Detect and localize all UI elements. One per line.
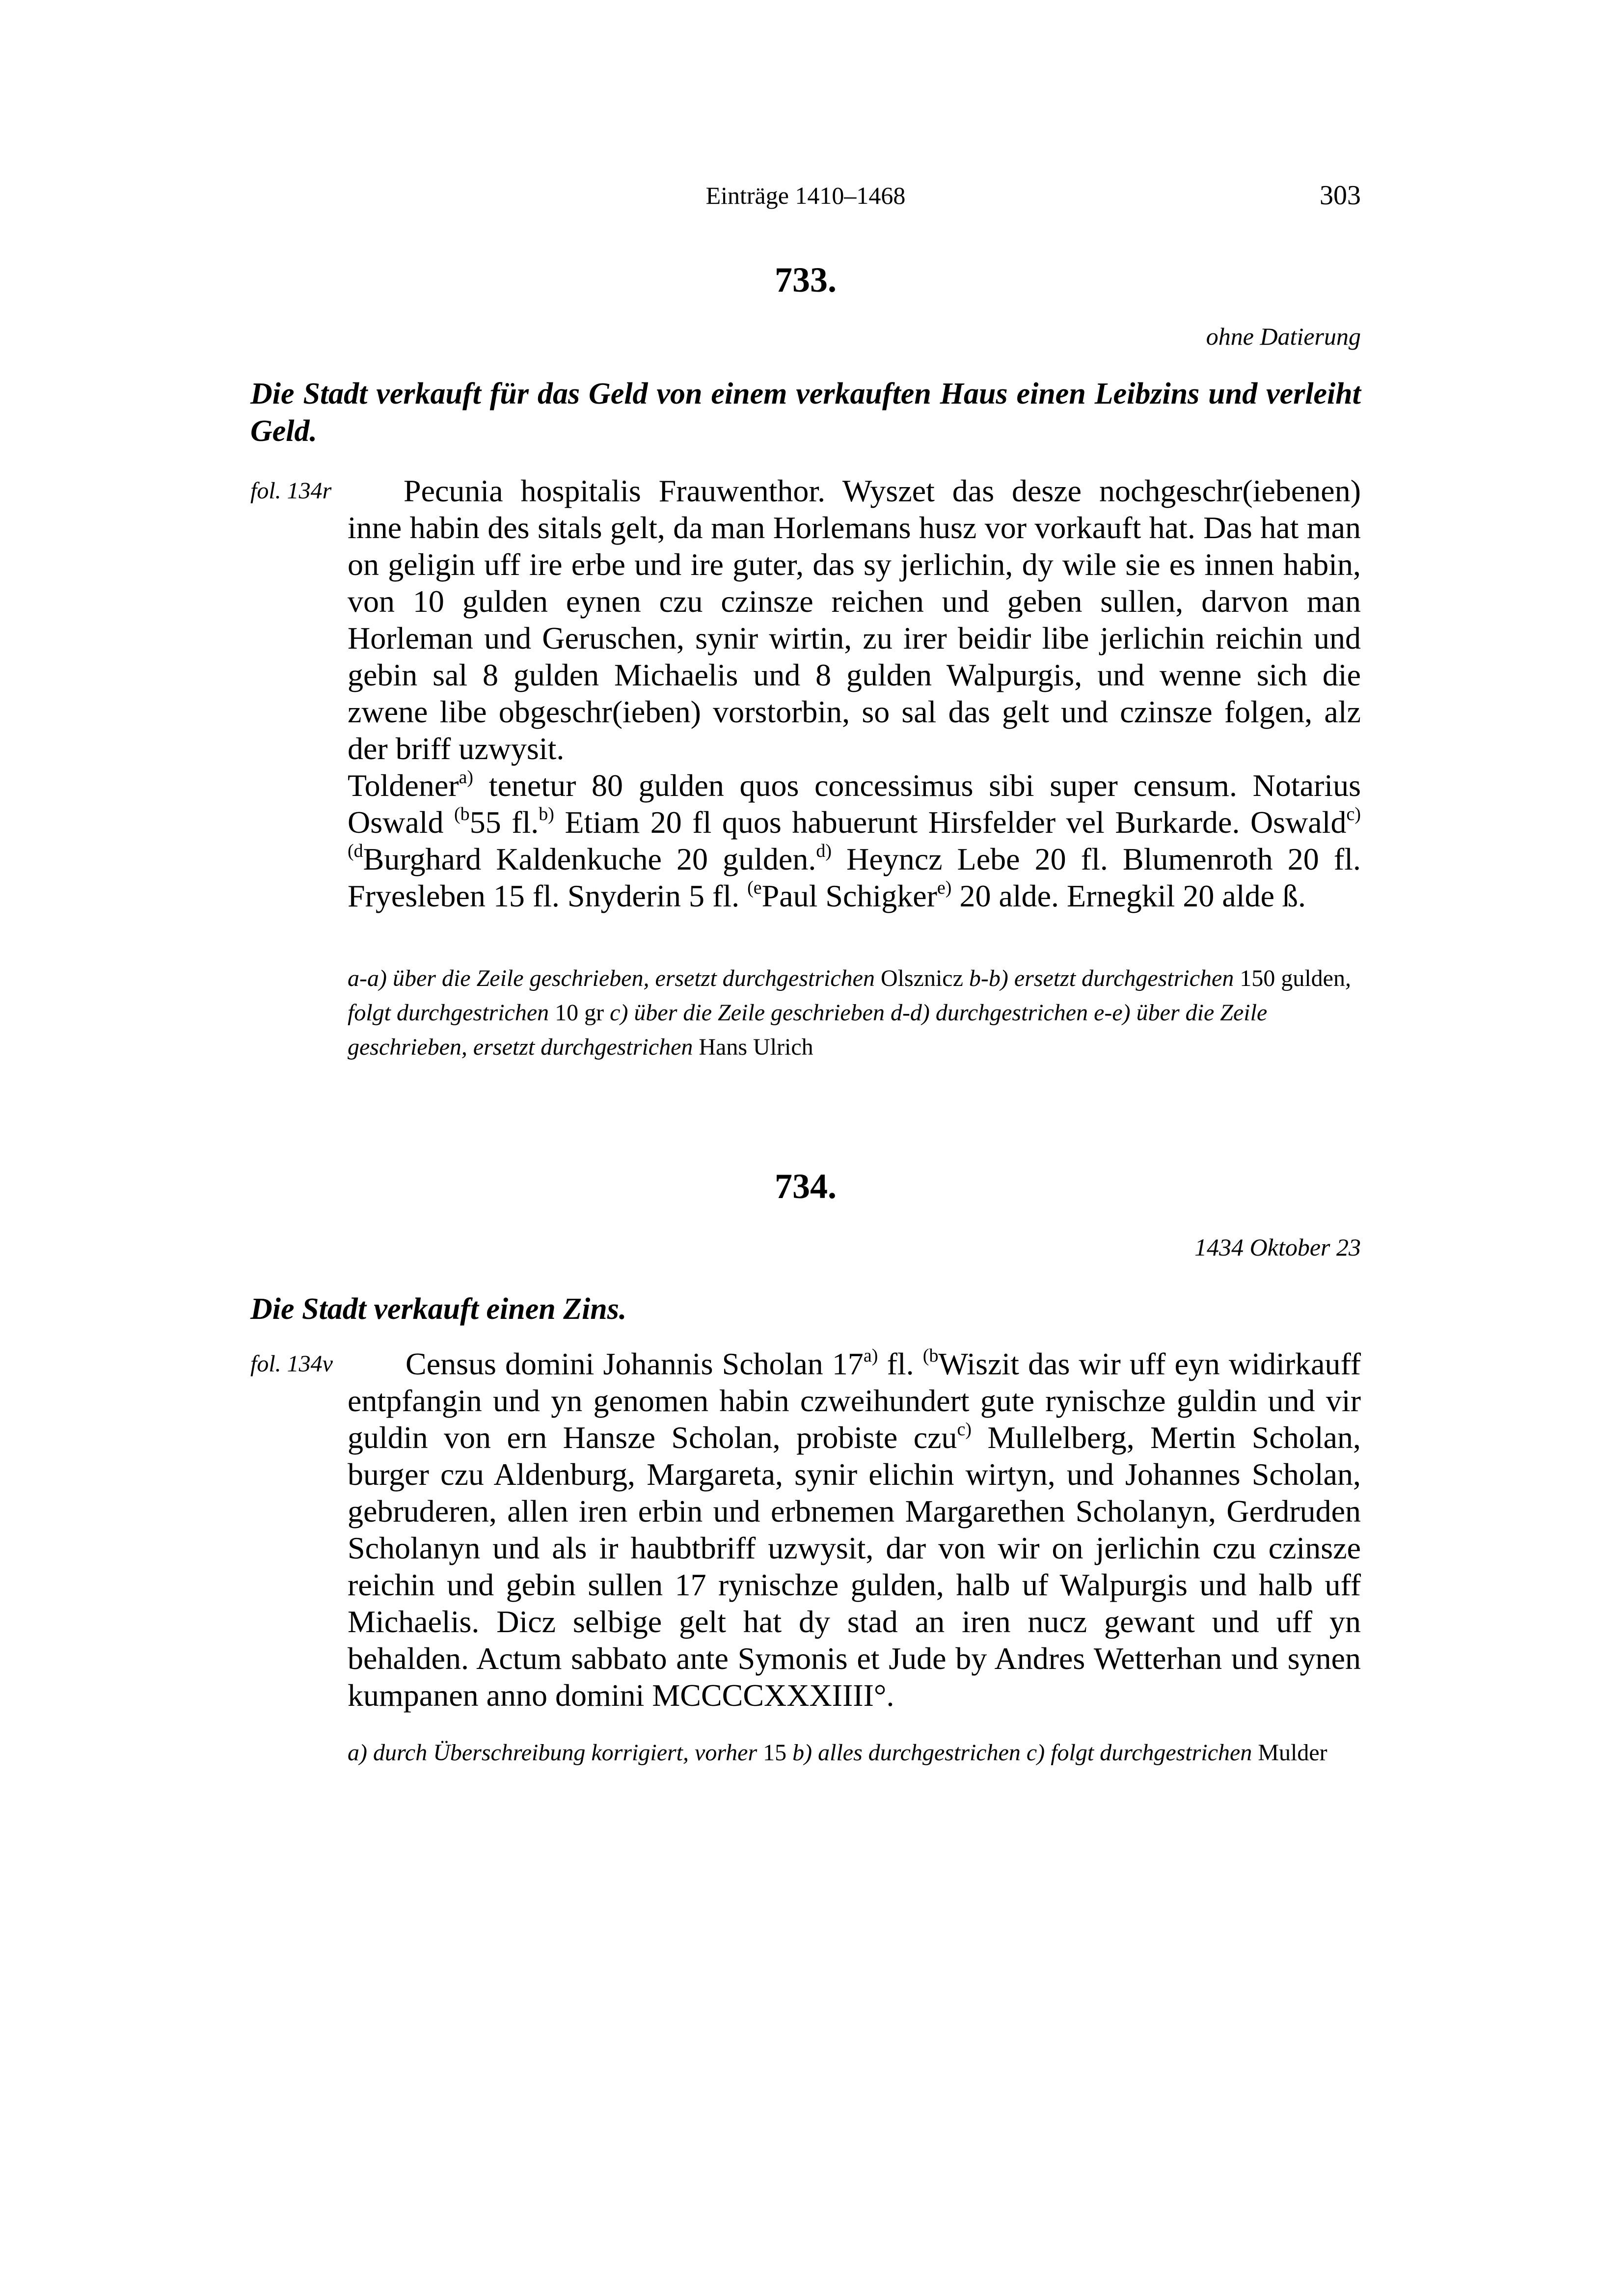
text-segment: fl. [878, 1346, 923, 1381]
critical-apparatus [348, 961, 1361, 1065]
entry-text [348, 1345, 1361, 1714]
entry-regest: Die Stadt verkauft einen Zins. [250, 1292, 627, 1326]
text-paragraph [348, 767, 1361, 914]
footnote-marker: c) [1346, 804, 1361, 824]
apparatus-note: b) alles durchgestrichen c) folgt durchgestrichen [786, 1740, 1258, 1766]
text-segment: Toldener [348, 768, 459, 803]
folio-reference: fol. 134r [250, 478, 332, 504]
apparatus-lemma: Olsznicz [880, 965, 963, 991]
entry-number: 734. [775, 1167, 837, 1206]
folio-reference: fol. 134v [250, 1351, 333, 1377]
footnote-marker: a) [459, 767, 474, 788]
page-number: 303 [1320, 180, 1361, 211]
apparatus-note: a) durch Überschreibung korrigiert, vorher [348, 1740, 763, 1766]
text-segment: Burghard Kaldenkuche 20 gulden. [363, 842, 816, 876]
footnote-marker: e) [937, 877, 952, 898]
page-header [250, 176, 1361, 215]
text-paragraph [348, 1345, 1361, 1714]
entry-number: 733. [775, 260, 837, 300]
footnote-marker: (d [348, 841, 363, 861]
running-title: Einträge 1410–1468 [705, 182, 906, 209]
apparatus-note: a-a) über die Zeile geschrieben, ersetzt durchgestrichen [348, 965, 881, 991]
apparatus-lemma: Hans Ulrich [699, 1034, 813, 1060]
footnote-marker: b) [539, 804, 554, 824]
text-segment: Census domini Johannis Scholan 17 [406, 1346, 864, 1381]
apparatus-lemma: 150 gulden [1240, 965, 1345, 991]
text-segment: Heyncz Lebe 20 fl. Blumenroth 20 fl. Fryesleben 15 fl. Snyderin 5 fl. [348, 842, 1361, 913]
apparatus-note: , folgt durchgestrichen [348, 965, 1351, 1026]
footnote-marker: d) [816, 841, 832, 861]
entry-text [348, 472, 1361, 914]
footnote-marker: (e [747, 877, 762, 898]
entry-regest: Die Stadt verkauft für das Geld von einem verkauften Haus einen Leibzins und verleiht Geld. [250, 377, 1361, 448]
text-segment: Wiszit das wir uff eyn widirkauff entpfangin und yn genomen habin czweihundert gute rynischze guldin und vir guldin von ern Hansze Scholan, probiste czu [348, 1346, 1361, 1455]
entry-date: 1434 Oktober 23 [1194, 1233, 1361, 1261]
entry-date: ohne Datierung [1206, 323, 1361, 350]
text-segment: tenetur 80 gulden quos concessimus sibi super censum. Notarius Oswald [348, 768, 1361, 840]
apparatus-lemma: 15 [763, 1740, 787, 1766]
apparatus-lemma: Mulder [1258, 1740, 1327, 1766]
footnote-marker: a) [863, 1345, 878, 1366]
text-segment: 55 fl. [469, 805, 539, 840]
footnote-marker: c) [957, 1419, 972, 1440]
apparatus-note: b-b) ersetzt durchgestrichen [963, 965, 1240, 991]
apparatus-lemma: 10 gr [555, 1000, 604, 1026]
text-segment: Paul Schigker [761, 878, 937, 913]
footnote-marker: (b [922, 1345, 939, 1366]
critical-apparatus [348, 1736, 1361, 1770]
apparatus-note: c) über die Zeile geschrieben d-d) durchgestrichen e-e) über die Zeile geschrieben, ersetzt durchgestrichen [348, 1000, 1268, 1060]
text-segment: Etiam 20 fl quos habuerunt Hirsfelder vel Burkarde. Oswald [554, 805, 1347, 840]
text-segment: Mullelberg, Mertin Scholan, burger czu Aldenburg, Margareta, synir elichin wirtyn, und Johannes Scholan, gebruderen, allen iren erbin und erbnemen Margarethen Scholanyn, Gerdruden Scholanyn und als ir haubtbriff uzwysit, dar von wir on jerlichin czu czinsze reichin und gebin sullen 17 rynischze gulden, halb uf Walpurgis und halb uff Michaelis. Dicz selbige gelt hat dy stad an iren nucz gewant und uff yn behalden. Actum sabbato ante Symonis et Jude by Andres Wetterhan und synen kumpanen anno domini MCCCCXXXIIII°. [348, 1420, 1361, 1713]
text-paragraph: Pecunia hospitalis Frauwenthor. Wyszet das desze nochgeschr(iebenen) inne habin des sitals gelt, da man Horlemans husz vor vorkauft hat. Das hat man on geligin uff ire erbe und ire guter, das sy jerlichin, dy wile sie es innen habin, von 10 gulden eynen czu czinsze reichen und geben sullen, darvon man Horleman und Geruschen, synir wirtin, zu irer beidir libe jerlichin reichin und gebin sal 8 gulden Michaelis und 8 gulden Walpurgis, und wenne sich die zwene libe obgeschr(ieben) vorstorbin, so sal das gelt und czinsze folgen, alz der briff uzwysit. [348, 473, 1361, 766]
footnote-marker: (b [454, 804, 470, 824]
text-segment: 20 alde. Ernegkil 20 alde ß. [951, 878, 1306, 913]
